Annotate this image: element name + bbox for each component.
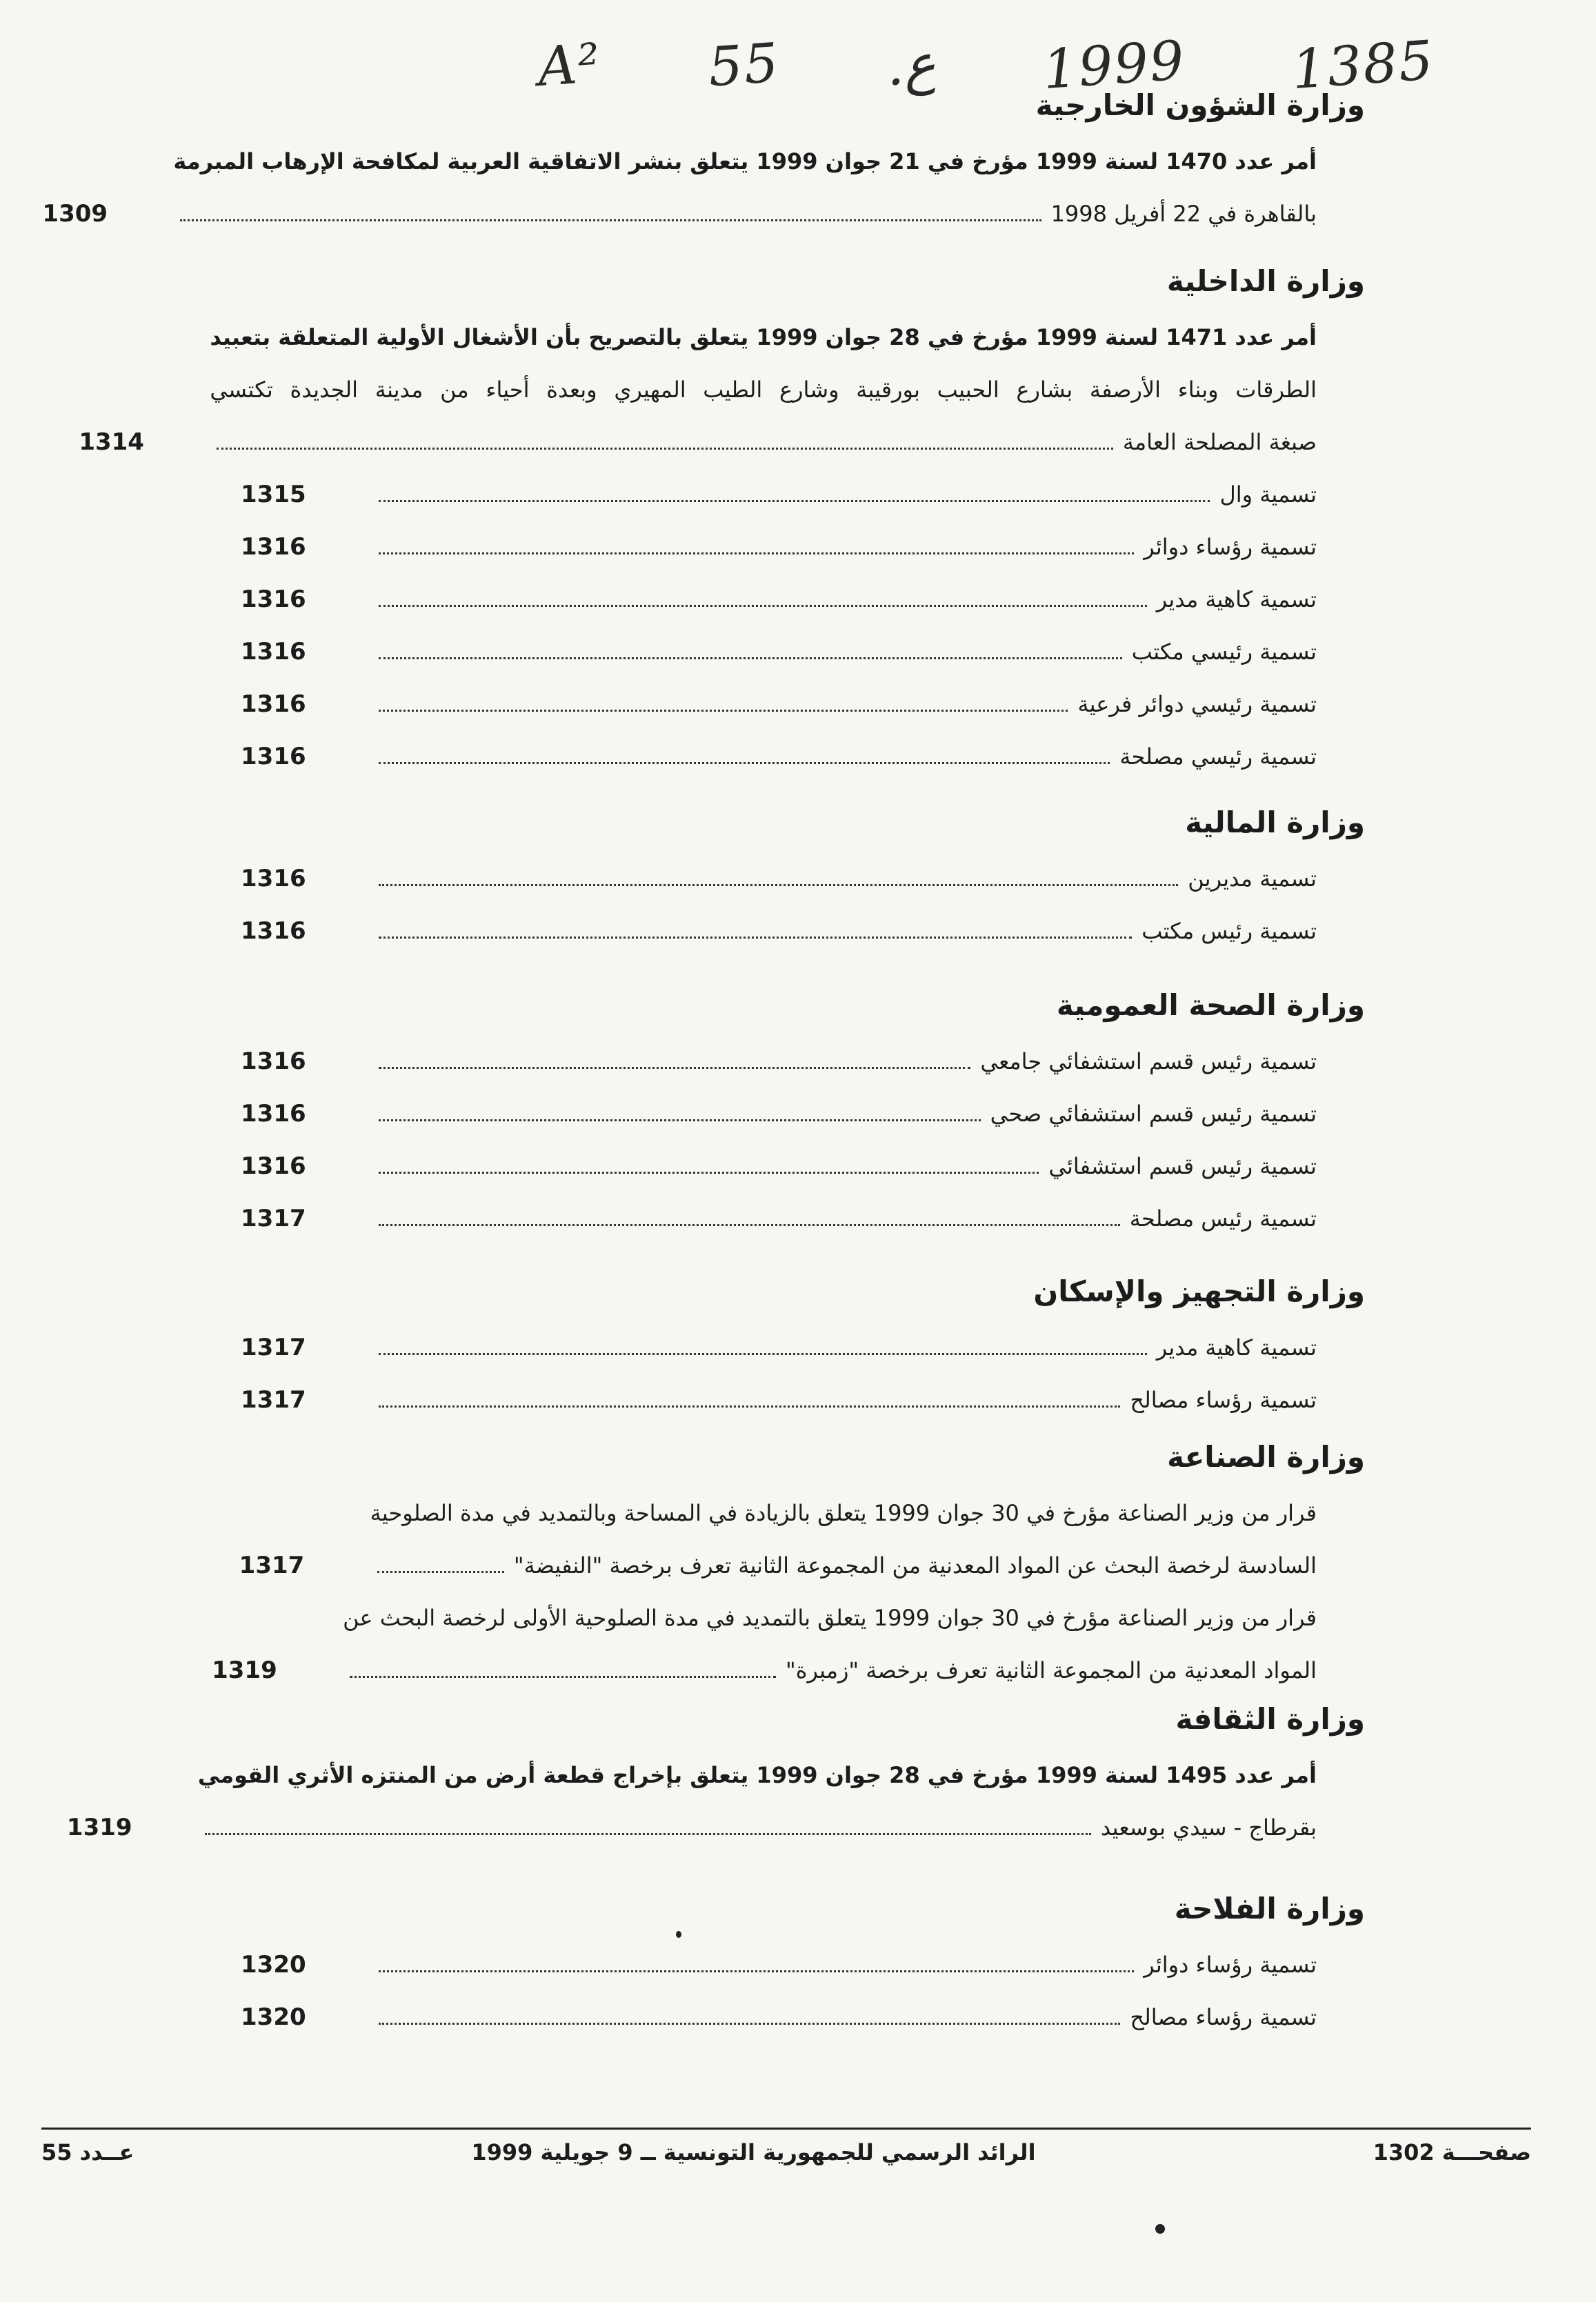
entry-text	[173, 135, 1317, 240]
page-number: 1317	[241, 1205, 306, 1232]
toc-entry[interactable]	[241, 1140, 1317, 1192]
entry-line-text: تسمية رؤساء مصالح	[1130, 1387, 1317, 1413]
handwritten-part: A²	[535, 32, 604, 99]
page-number: 1316	[241, 743, 306, 770]
ministry-section	[241, 1262, 1365, 1426]
entry-line: أمر عدد 1495 لسنة 1999 مؤرخ في 28 جوان 1999 يتعلق بإخراج قطعة أرض من المنتزه الأثري القومي	[197, 1762, 1317, 1788]
toc-entry[interactable]	[241, 521, 1317, 573]
entry-line: قرار من وزير الصناعة مؤرخ في 30 جوان 1999 يتعلق بالتمديد في مدة الصلوحية الأولى لرخصة البحث عن	[343, 1605, 1317, 1631]
page-number: 1314	[79, 428, 144, 456]
footer-journal: الرائد الرسمي للجمهورية التونسية ــ 9 جويلية 1999	[471, 2139, 1036, 2165]
dot-leader	[379, 1352, 1147, 1355]
entry-line: أمر عدد 1470 لسنة 1999 مؤرخ في 21 جوان 1999 يتعلق بنشر الاتفاقية العربية لمكافحة الإرهاب المبرمة	[173, 148, 1317, 174]
ministry-section	[241, 976, 1365, 1245]
page-number: 1317	[239, 1552, 305, 1579]
entry-text	[372, 1374, 1317, 1426]
entry-line	[372, 1991, 1317, 2043]
page-number: 1316	[241, 1152, 306, 1180]
dot-leader	[379, 1171, 1039, 1174]
dot-leader	[379, 936, 1132, 939]
handwritten-part: .ع	[884, 32, 938, 99]
entry-text	[372, 1991, 1317, 2043]
page-number: 1317	[241, 1334, 306, 1361]
ministry-title: وزارة المالية	[1185, 805, 1365, 839]
entry-line	[343, 1644, 1317, 1697]
entry-line-text: تسمية رئيس مكتب	[1141, 918, 1317, 944]
entry-line	[372, 905, 1317, 957]
toc-entry[interactable]	[241, 1991, 1317, 2043]
entry-line-text: تسمية رئيسي دوائر فرعية	[1077, 691, 1317, 717]
dot-leader	[379, 1119, 981, 1121]
toc-entry[interactable]	[241, 1321, 1317, 1374]
dot-leader	[379, 709, 1068, 712]
toc-entry[interactable]	[212, 1592, 1317, 1697]
entry-text	[372, 468, 1317, 521]
entry-line-text: صبغة المصلحة العامة	[1122, 429, 1317, 455]
toc-entry[interactable]	[241, 573, 1317, 625]
entry-line-text: تسمية رؤساء دوائر	[1144, 1952, 1317, 1978]
entry-line-text: تسمية كاهية مدير	[1156, 586, 1317, 612]
entry-text	[198, 1749, 1317, 1854]
entry-line	[372, 1140, 1317, 1192]
entry-line	[372, 1374, 1317, 1426]
entry-line-text: بقرطاج - سيدي بوسعيد	[1100, 1814, 1317, 1841]
toc-entry[interactable]	[241, 1192, 1317, 1245]
entry-text	[372, 521, 1317, 573]
dot-leader	[379, 499, 1210, 502]
entry-line: الطرقات وبناء الأرصفة بشارع الحبيب بورقيبة وشارع الطيب المهيري وبعدة أحياء من مدينة الجديدة تكتسي	[210, 377, 1317, 403]
ministry-section	[241, 1879, 1365, 2043]
page-number: 1319	[66, 1814, 132, 1841]
dot-leader	[377, 1570, 504, 1573]
page-number: 1315	[241, 481, 306, 508]
ministry-section	[66, 1690, 1365, 1854]
entry-line	[372, 852, 1317, 905]
ministry-title: وزارة التجهيز والإسكان	[1033, 1274, 1365, 1308]
entry-line	[372, 730, 1317, 783]
entry-line	[173, 188, 1317, 240]
ministry-title: وزارة الصناعة	[1167, 1440, 1365, 1474]
dot-leader	[217, 447, 1113, 450]
toc-entry[interactable]	[241, 1374, 1317, 1426]
ministry-title: وزارة الصحة العمومية	[1056, 988, 1365, 1022]
page-number: 1320	[241, 1951, 306, 1979]
ministry-section	[241, 793, 1365, 957]
entry-line-text: تسمية رئيس قسم استشفائي صحي	[990, 1101, 1317, 1127]
entry-line	[372, 678, 1317, 730]
entry-text	[372, 905, 1317, 957]
page-number: 1316	[241, 533, 306, 561]
dot-leader	[379, 552, 1134, 554]
entry-text	[372, 1140, 1317, 1192]
toc-entry[interactable]	[241, 1487, 1317, 1592]
entry-text	[372, 730, 1317, 783]
page-number: 1316	[241, 690, 306, 718]
toc-entry[interactable]	[241, 468, 1317, 521]
entry-text	[372, 1321, 1317, 1374]
page-number: 1316	[241, 865, 306, 892]
entry-line	[372, 521, 1317, 573]
toc-entry[interactable]	[79, 311, 1317, 468]
page-number: 1316	[241, 585, 306, 613]
dot-leader	[379, 2022, 1120, 2025]
entry-line	[372, 1939, 1317, 1991]
dot-leader	[379, 1405, 1120, 1408]
entry-text	[343, 1592, 1317, 1697]
toc-entry[interactable]	[241, 678, 1317, 730]
entry-text	[210, 311, 1317, 468]
entry-line	[372, 1035, 1317, 1088]
entry-line	[210, 416, 1317, 468]
toc-entry[interactable]	[241, 1939, 1317, 1991]
entry-line-text: تسمية رؤساء مصالح	[1130, 2004, 1317, 2030]
entry-line	[198, 1801, 1317, 1854]
page-number: 1316	[241, 917, 306, 945]
handwritten-part: 1385	[1290, 29, 1437, 102]
entry-line-text: تسمية وال	[1219, 481, 1317, 508]
dot-leader	[379, 657, 1122, 659]
toc-entry[interactable]	[241, 1088, 1317, 1140]
entry-text	[372, 1088, 1317, 1140]
entry-line-text: تسمية رئيسي مكتب	[1131, 639, 1317, 665]
entry-line	[372, 573, 1317, 625]
entry-text	[372, 852, 1317, 905]
entry-line-text: تسمية رؤساء دوائر	[1144, 534, 1317, 560]
page-number: 1320	[241, 2003, 306, 2031]
dot-leader	[205, 1832, 1091, 1835]
scan-speck	[1155, 2224, 1165, 2234]
entry-line-text: تسمية كاهية مدير	[1156, 1334, 1317, 1361]
handwritten-part: 1999	[1040, 29, 1188, 102]
entry-line-text: تسمية رئيس قسم استشفائي	[1048, 1153, 1317, 1179]
ministry-section	[42, 76, 1365, 240]
entry-text	[372, 1035, 1317, 1088]
dot-leader	[379, 604, 1147, 607]
entry-line-text: تسمية رئيس مصلحة	[1129, 1205, 1317, 1232]
page-number: 1316	[241, 638, 306, 665]
entry-text	[372, 573, 1317, 625]
entry-text	[372, 1939, 1317, 1991]
entry-text	[372, 625, 1317, 678]
ministry-section	[212, 1428, 1365, 1697]
entry-line-text: المواد المعدنية من المجموعة الثانية تعرف برخصة "زمبرة"	[786, 1657, 1317, 1683]
page-footer	[41, 2128, 1531, 2165]
handwritten-part: 55	[706, 32, 782, 99]
entry-line-text: بالقاهرة في 22 أفريل 1998	[1050, 201, 1317, 227]
page-number: 1316	[241, 1100, 306, 1128]
dot-leader	[350, 1675, 776, 1678]
footer-issue: عــدد 55	[41, 2139, 134, 2165]
dot-leader	[379, 1223, 1120, 1226]
ministry-title: وزارة الشؤون الخارجية	[1035, 88, 1365, 122]
entry-line	[372, 1321, 1317, 1374]
toc-entry[interactable]	[241, 730, 1317, 783]
entry-line-text: تسمية رئيسي مصلحة	[1119, 743, 1317, 770]
ministry-section	[79, 252, 1365, 783]
page-number: 1309	[42, 200, 108, 228]
page-number: 1319	[212, 1657, 277, 1684]
entry-line: قرار من وزير الصناعة مؤرخ في 30 جوان 1999 يتعلق بالزيادة في المساحة وبالتمديد في مدة الصلوحية	[370, 1500, 1317, 1526]
entry-line	[372, 1192, 1317, 1245]
ministry-title: وزارة الثقافة	[1175, 1702, 1365, 1736]
toc-entry[interactable]	[66, 1749, 1317, 1854]
page-number: 1316	[241, 1048, 306, 1075]
entry-line-text: السادسة لرخصة البحث عن المواد المعدنية من المجموعة الثانية تعرف برخصة "النفيضة"	[513, 1552, 1317, 1579]
dot-leader	[180, 219, 1041, 221]
entry-text	[372, 1192, 1317, 1245]
entry-line	[372, 1088, 1317, 1140]
ministry-title: وزارة الداخلية	[1166, 264, 1365, 298]
dot-leader	[379, 761, 1110, 764]
dot-leader	[379, 1970, 1134, 1972]
entry-line	[372, 468, 1317, 521]
toc-entry[interactable]	[241, 625, 1317, 678]
footer-page: صفحـــة 1302	[1373, 2139, 1531, 2165]
toc-entry[interactable]	[241, 1035, 1317, 1088]
ministry-title: وزارة الفلاحة	[1174, 1892, 1365, 1925]
dot-leader	[379, 1066, 970, 1069]
page-number: 1317	[241, 1386, 306, 1414]
entry-line: أمر عدد 1471 لسنة 1999 مؤرخ في 28 جوان 1999 يتعلق بالتصريح بأن الأشغال الأولية المتعلقة بتعبيد	[210, 324, 1317, 350]
entry-line-text: تسمية رئيس قسم استشفائي جامعي	[980, 1048, 1317, 1074]
dot-leader	[379, 883, 1178, 886]
entry-text	[372, 678, 1317, 730]
entry-line-text: تسمية مديرين	[1188, 865, 1317, 892]
toc-entry[interactable]	[241, 852, 1317, 905]
entry-line	[372, 625, 1317, 678]
entry-text	[370, 1487, 1317, 1592]
scan-speck	[676, 1931, 681, 1938]
entry-line	[370, 1539, 1317, 1592]
toc-entry[interactable]	[42, 135, 1317, 240]
toc-entry[interactable]	[241, 905, 1317, 957]
